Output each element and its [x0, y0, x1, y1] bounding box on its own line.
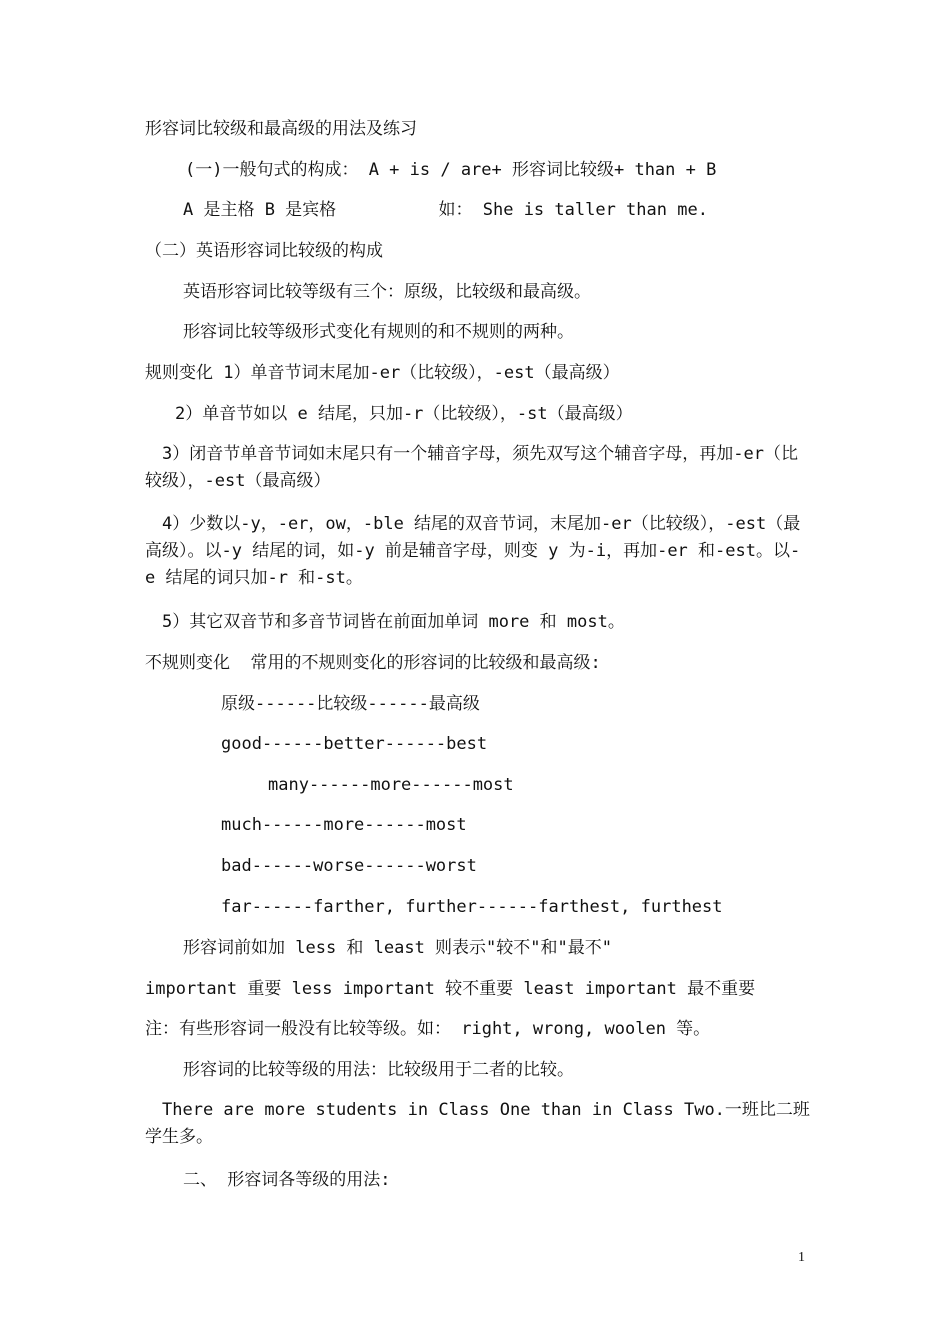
- text-line: 形容词比较等级形式变化有规则的和不规则的两种。: [183, 322, 574, 342]
- text-line: 规则变化 1）单音节词末尾加-er（比较级），-est（最高级）: [145, 363, 620, 383]
- text-line: (一)一般句式的构成： A + is / are+ 形容词比较级+ than + B: [185, 160, 717, 180]
- section-heading: （二）英语形容词比较级的构成: [145, 241, 383, 261]
- comparison-row: many------more------most: [268, 775, 514, 795]
- comparison-row: far------farther, further------farthest, furthest: [221, 897, 723, 917]
- text-line: 形容词前如加 less 和 least 则表示"较不"和"最不": [183, 938, 612, 958]
- text-line: 5）其它双音节和多音节词皆在前面加单词 more 和 most。: [162, 612, 625, 632]
- comparison-row: 原级------比较级------最高级: [221, 694, 480, 714]
- text-line: 英语形容词比较等级有三个：原级，比较级和最高级。: [183, 282, 591, 302]
- text-line: 形容词的比较等级的用法：比较级用于二者的比较。: [183, 1060, 574, 1080]
- text-paragraph: 3）闭音节单音节词如末尾只有一个辅音字母，须先双写这个辅音字母，再加-er（比较级），-est（最高级）: [145, 444, 798, 491]
- text-line: A 是主格 B 是宾格 如： She is taller than me.: [183, 200, 708, 220]
- document-title: 形容词比较级和最高级的用法及练习: [145, 119, 417, 139]
- section-heading: 二、 形容词各等级的用法:: [183, 1170, 391, 1190]
- text-line: 2）单音节如以 e 结尾，只加-r（比较级），-st（最高级）: [175, 404, 633, 424]
- text-line: 注：有些形容词一般没有比较等级。如： right, wrong, woolen 等。: [145, 1019, 711, 1039]
- text-paragraph: There are more students in Class One than in Class Two.一班比二班学生多。: [145, 1100, 810, 1147]
- text-line: 不规则变化 常用的不规则变化的形容词的比较级和最高级:: [145, 653, 601, 673]
- text-paragraph: 4）少数以-y，-er，ow，-ble 结尾的双音节词，末尾加-er（比较级），-est（最高级）。以-y 结尾的词，如-y 前是辅音字母，则变 y 为-i，再加-er 和-est。以-e 结尾的词只加-r 和-st。: [145, 514, 801, 588]
- comparison-row: good------better------best: [221, 734, 488, 754]
- text-line: important 重要 less important 较不重要 least important 最不重要: [145, 979, 756, 999]
- comparison-row: much------more------most: [221, 815, 467, 835]
- page-number: 1: [798, 1250, 805, 1265]
- comparison-row: bad------worse------worst: [221, 856, 477, 876]
